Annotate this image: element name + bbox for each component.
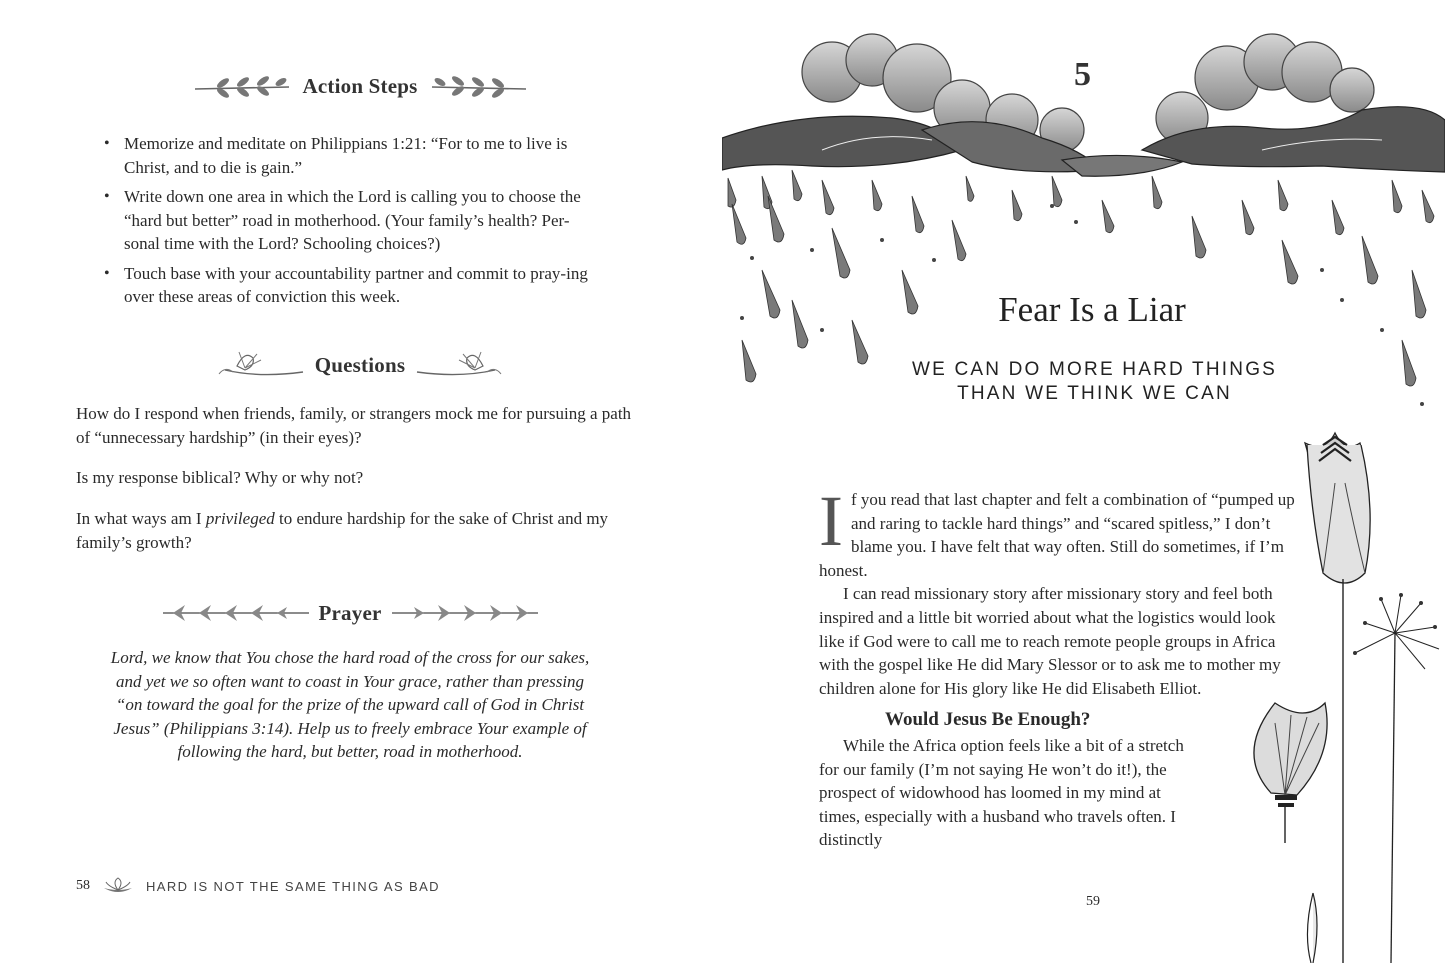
right-page bbox=[722, 0, 1445, 963]
prayer-text: Lord, we know that You chose the hard road of the cross for our sakes, and yet we so often want to coast in Your grace, rather than pressing “on toward the goal for the prize of the upward call of God in Christ Jesus” (Philippians 3:14). Help us to freely embrace Your example of following the hard, but better, road in motherhood. bbox=[110, 648, 590, 761]
drop-cap: I bbox=[819, 481, 843, 561]
list-item: • Memorize and meditate on Philippians 1:21: “For to me to live is Christ, and to die is gain.” bbox=[100, 132, 600, 179]
section-subheading: Would Jesus Be Enough? bbox=[885, 709, 1091, 731]
paragraph-1-text: f you read that last chapter and felt a combination of “pumped up and raring to tackle hard things” and “scared spitless,” I don’t blame you. I have felt that way often. Still do sometimes, if I’m honest. bbox=[819, 490, 1295, 580]
paragraph-1 bbox=[819, 481, 1297, 582]
list-item: • Touch base with your accountability partner and commit to pray-ing over these areas of conviction this week. bbox=[100, 262, 600, 309]
question-3 bbox=[76, 507, 646, 554]
question-3-text-end: to endure hardship for the sake of Christ and my family’s growth? bbox=[76, 509, 609, 552]
question-1: How do I respond when friends, family, or strangers mock me for pursuing a path of “unnecessary hardship” (in their eyes)? bbox=[76, 404, 632, 447]
left-footer bbox=[76, 878, 440, 894]
laurel-left-icon bbox=[193, 77, 293, 97]
chapter-subtitle-line-1: WE CAN DO MORE HARD THINGS bbox=[911, 359, 1278, 380]
chapter-body bbox=[819, 481, 1297, 852]
list-item: • Write down one area in which the Lord is calling you to choose the “hard but better” road in motherhood. (Your family’s health? Per-sonal time with the Lord? Schooling choices?) bbox=[100, 185, 600, 256]
chapter-title: Fear Is a Liar bbox=[998, 290, 1186, 329]
questions-title: Questions bbox=[314, 352, 406, 377]
action-steps-title: Action Steps bbox=[302, 74, 418, 98]
questions-heading bbox=[180, 348, 540, 382]
page-number-left: 58 bbox=[76, 878, 90, 893]
arrow-laurel-left-icon bbox=[159, 600, 309, 626]
chapter-subtitle bbox=[872, 358, 1317, 406]
prayer-heading bbox=[150, 600, 550, 626]
running-head: HARD IS NOT THE SAME THING AS BAD bbox=[146, 878, 440, 894]
question-3-text: In what ways am I bbox=[76, 509, 206, 528]
lotus-icon bbox=[102, 878, 134, 894]
action-steps-heading bbox=[150, 74, 570, 99]
arrow-laurel-right-icon bbox=[392, 600, 542, 626]
laurel-right-icon bbox=[428, 77, 528, 97]
chapter-subtitle-line-2: THAN WE THINK WE CAN bbox=[957, 383, 1232, 404]
question-2: Is my response biblical? Why or why not? bbox=[76, 468, 364, 487]
question-3-emphasis: privileged bbox=[205, 509, 275, 528]
flower-right-icon bbox=[415, 348, 505, 382]
left-page bbox=[0, 0, 722, 963]
paragraph-3: While the Africa option feels like a bit of a stretch for our family (I’m not saying He won’t do it!), the prospect of widowhood has loomed in my mind at times, especially with a husband who travels often. I distinctly bbox=[819, 735, 1184, 850]
prayer-title: Prayer bbox=[318, 600, 382, 625]
paragraph-2: I can read missionary story after missionary story and feel both inspired and a little bit worried about what the logistics would look like if God were to call me to reach remote people groups in Africa with the gospel like He did Mary Slessor or to ask me to mother my children alone for His glory like He did Elisabeth Elliot. bbox=[819, 584, 1281, 698]
flower-left-icon bbox=[215, 348, 305, 382]
chapter-number: 5 bbox=[1074, 56, 1091, 93]
action-steps-list bbox=[100, 132, 600, 315]
page-number-right: 59 bbox=[1086, 894, 1100, 909]
